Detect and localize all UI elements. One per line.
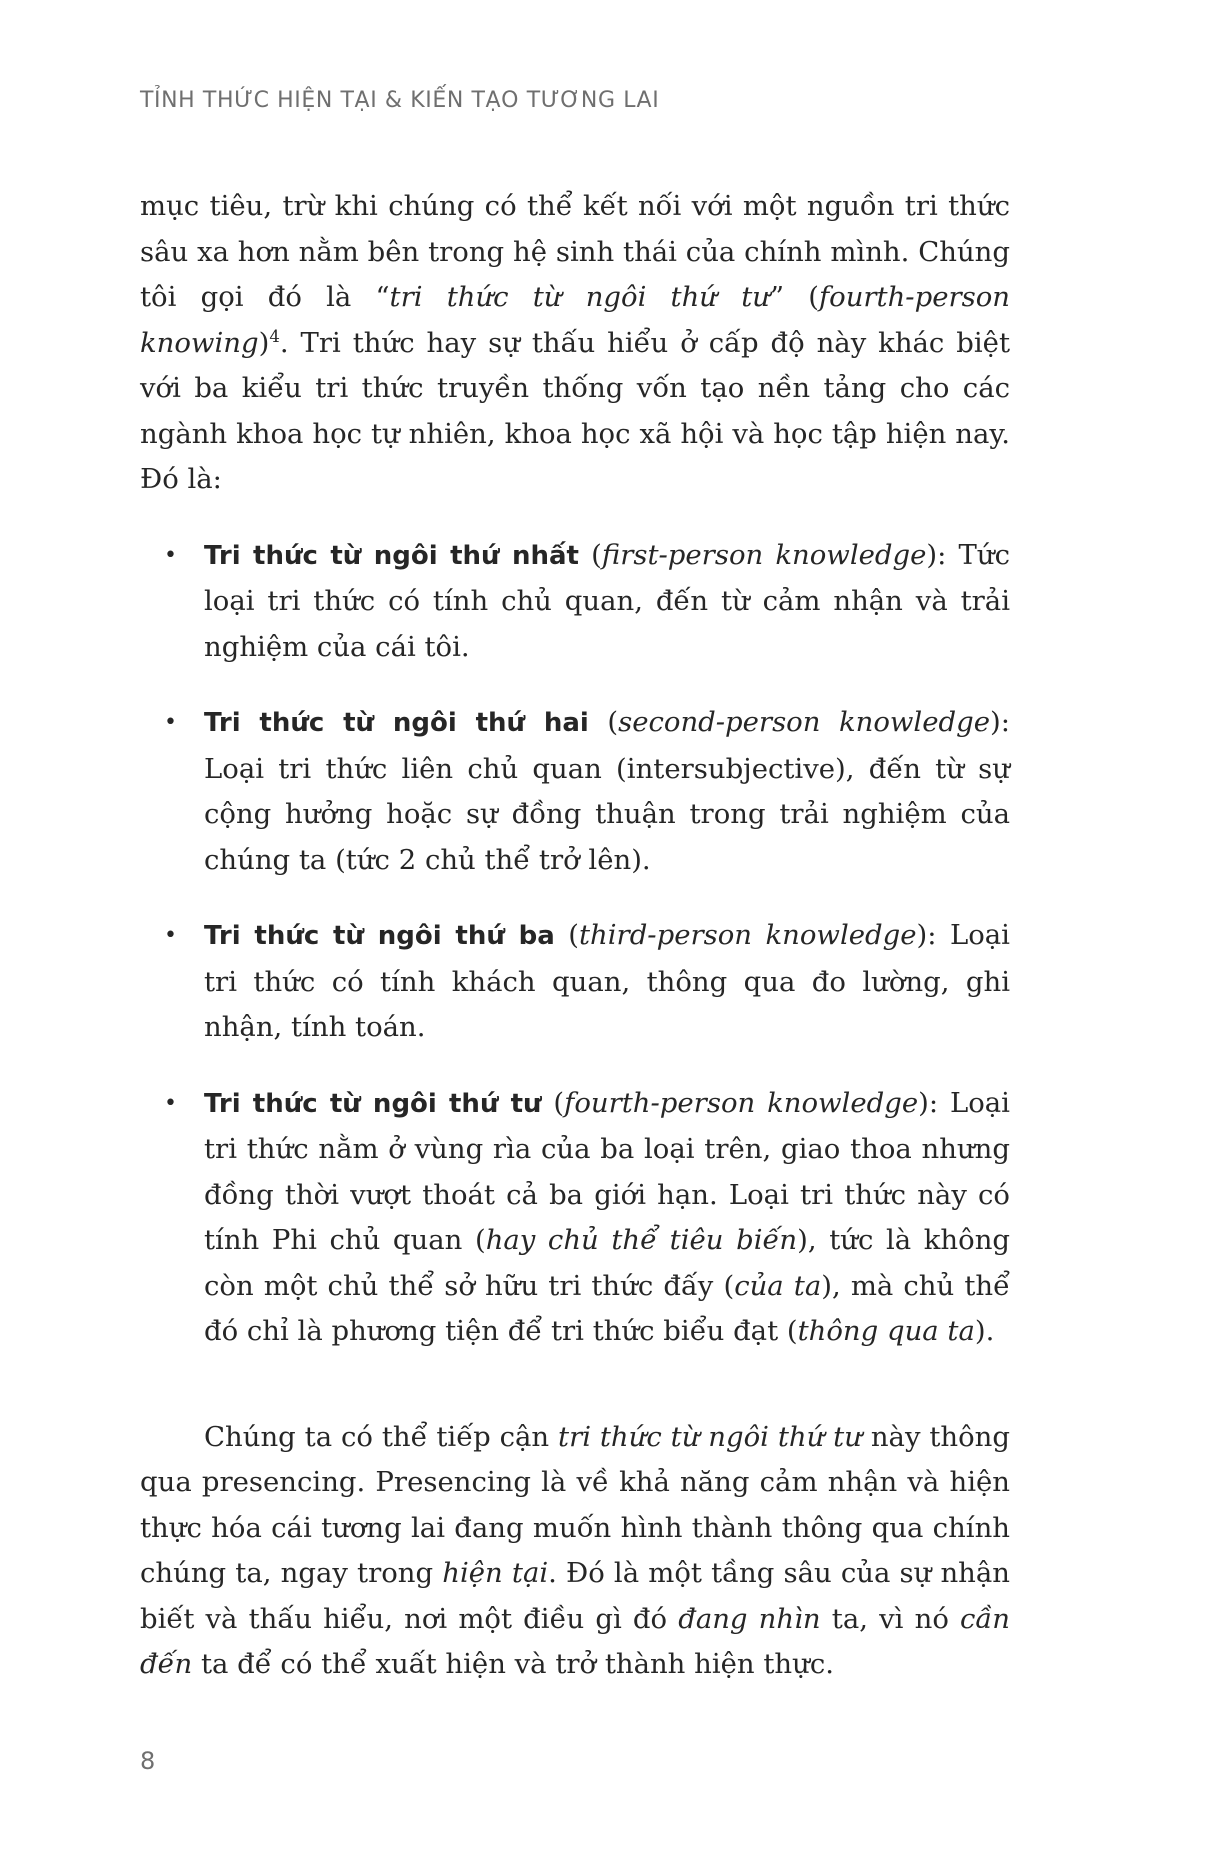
list-item-close-paren: ): — [990, 706, 1010, 738]
list-item-open-paren: ( — [554, 919, 579, 951]
list-item-term: Tri thức từ ngôi thứ hai — [204, 708, 589, 738]
page-body — [140, 184, 1010, 1688]
list-item-description: Tức loại tri thức có tính chủ quan, đến từ cảm nhận và trải nghiệm của cái tôi. — [204, 538, 1010, 663]
list-item-description-italic-1: hay chủ thể tiêu biến — [485, 1224, 798, 1256]
bullet-icon: • — [164, 710, 177, 735]
list-item-open-paren: ( — [578, 538, 602, 571]
list-item-open-paren: ( — [541, 1086, 565, 1119]
running-header: TỈNH THỨC HIỆN TẠI & KIẾN TẠO TƯƠNG LAI — [140, 88, 660, 113]
presencing-paragraph — [140, 1415, 1010, 1688]
list-item — [140, 533, 1010, 671]
presencing-italic-1: tri thức từ ngôi thứ tư — [558, 1420, 862, 1453]
list-item — [140, 1081, 1010, 1355]
presencing-italic-3: đang nhìn — [678, 1602, 821, 1635]
presencing-text-5: ta để có thể xuất hiện và trở thành hiện thực. — [192, 1648, 834, 1680]
bullet-icon: • — [164, 1090, 177, 1116]
presencing-text-2: này thông qua presencing. Presencing là về khả năng cảm nhận và hiện thực hóa cái tương lai đang muốn hình thành thông qua chính chúng ta, ngay trong — [140, 1420, 1010, 1589]
list-item-close-paren: ): — [918, 1086, 950, 1119]
list-item-description-italic-3: thông qua ta — [797, 1315, 975, 1347]
list-item-english-term: fourth-person knowledge — [564, 1086, 919, 1119]
list-item-english-term: first-person knowledge — [601, 538, 927, 571]
presencing-text-4: ta, vì nó — [820, 1602, 961, 1635]
list-item-term: Tri thức từ ngôi thứ ba — [204, 921, 555, 951]
page-number: 8 — [140, 1747, 156, 1775]
list-item-close-paren: ): — [916, 919, 950, 951]
list-item-english-term: third-person knowledge — [579, 919, 917, 951]
list-item-description-4: ). — [974, 1315, 995, 1347]
intro-text-4: . Tri thức hay sự thấu hiểu ở cấp độ này khác biệt với ba kiểu tri thức truyền thống vốn tạo nền tảng cho các ngành khoa học tự nhiên, khoa học xã hội và học tập hiện nay. Đó là: — [140, 326, 1010, 495]
list-item-close-paren: ): — [926, 538, 959, 571]
list-item — [140, 700, 1010, 883]
list-item-description-3: ), mà chủ thể đó chỉ là phương tiện để tri thức biểu đạt ( — [204, 1269, 1011, 1347]
footnote-marker: 4 — [269, 326, 280, 346]
list-item-description: Loại tri thức liên chủ quan (intersubjective), đến từ sự cộng hưởng hoặc sự đồng thuận trong trải nghiệm của chúng ta (tức 2 chủ thể trở lên). — [204, 752, 1010, 876]
intro-italic-1: tri thức từ ngôi thứ tư — [389, 281, 770, 313]
list-item-term: Tri thức từ ngôi thứ tư — [204, 1088, 542, 1119]
list-item-english-term: second-person knowledge — [618, 706, 990, 738]
intro-text-2: ” ( — [769, 281, 819, 313]
list-item-description-2: ), tức là không còn một chủ thể sở hữu tri thức đấy ( — [204, 1224, 1011, 1302]
intro-text-3: ) — [258, 326, 270, 359]
list-item-description-italic-2: của ta — [734, 1269, 822, 1302]
list-item-term: Tri thức từ ngôi thứ nhất — [204, 540, 579, 571]
intro-italic-2: fourth-person knowing — [140, 281, 1011, 359]
intro-paragraph — [140, 184, 1010, 503]
intro-text-1: mục tiêu, trừ khi chúng có thể kết nối với một nguồn tri thức sâu xa hơn nằm bên trong hệ sinh thái của chính mình. Chúng tôi gọi đó là “ — [140, 190, 1010, 313]
presencing-italic-2: hiện tại — [442, 1557, 549, 1589]
list-item-description: Loại tri thức có tính khách quan, thông qua đo lường, ghi nhận, tính toán. — [204, 919, 1010, 1043]
bullet-icon: • — [164, 923, 177, 948]
presencing-text-1: Chúng ta có thể tiếp cận — [204, 1420, 559, 1453]
presencing-text-3: . Đó là một tầng sâu của sự nhận biết và thấu hiểu, nơi một điều gì đó — [140, 1557, 1010, 1635]
list-item — [140, 913, 1010, 1051]
presencing-italic-4: cần đến — [140, 1602, 1010, 1680]
bullet-icon: • — [164, 542, 177, 568]
knowledge-types-list — [140, 533, 1010, 1355]
list-item-description-1: Loại tri thức nằm ở vùng rìa của ba loại trên, giao thoa nhưng đồng thời vượt thoát cả ba giới hạn. Loại tri thức này có tính Phi chủ quan ( — [204, 1086, 1010, 1256]
list-item-open-paren: ( — [588, 706, 619, 738]
